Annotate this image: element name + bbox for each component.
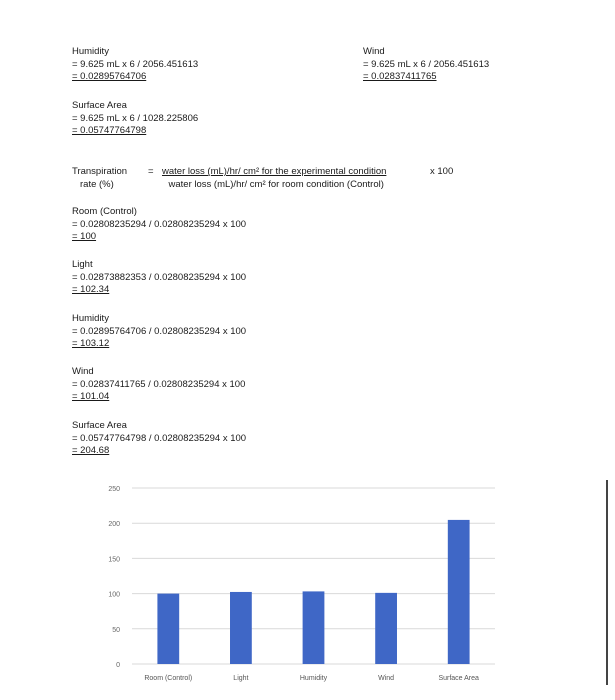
y-tick-label: 50 [112, 626, 120, 634]
formula-label [72, 166, 127, 191]
rate-light-result: = 102.34 [72, 284, 110, 295]
rate-light-title: Light [72, 259, 93, 270]
rate-room-block [72, 206, 246, 244]
wind-title: Wind [363, 46, 385, 57]
rate-humidity-calc: = 0.02895764706 / 0.02808235294 x 100 [72, 325, 247, 337]
y-tick-label: 150 [108, 556, 120, 564]
rate-light-block [72, 259, 246, 297]
x-tick-label: Light [233, 675, 249, 682]
rate-wind-calc: = 0.02837411765 / 0.02808235294 x 100 [72, 378, 246, 390]
rate-humidity-result: = 103.12 [72, 338, 110, 349]
bar [448, 520, 470, 664]
x-tick-label: Humidity [299, 675, 328, 682]
humidity-title: Humidity [72, 46, 109, 57]
scrollbar[interactable] [606, 480, 608, 685]
formula-label-line2: rate (%) [80, 178, 114, 190]
surface-area-calc-line: = 9.625 mL x 6 / 1028.225806 [72, 112, 199, 124]
y-tick-label: 100 [108, 591, 120, 599]
rate-room-title: Room (Control) [72, 206, 137, 217]
y-tick-label: 200 [108, 521, 120, 529]
rate-humidity-block [72, 313, 246, 351]
surface-area-result: = 0.05747764798 [72, 125, 147, 136]
rate-light-calc: = 0.02873882353 / 0.02808235294 x 100 [72, 271, 247, 283]
x-tick-label: Room (Control) [144, 675, 193, 682]
rate-room-result: = 100 [72, 231, 97, 242]
rate-wind-block [72, 366, 245, 404]
rate-wind-title: Wind [72, 366, 94, 377]
formula-equals: = [148, 166, 154, 177]
wind-calc-line: = 9.625 mL x 6 / 2056.451613 [363, 58, 490, 70]
rate-wind-result: = 101.04 [72, 391, 110, 402]
rate-surface-area-calc: = 0.05747764798 / 0.02808235294 x 100 [72, 432, 247, 444]
rate-room-calc: = 0.02808235294 / 0.02808235294 x 100 [72, 218, 247, 230]
bar [303, 591, 325, 664]
humidity-calc-line: = 9.625 mL x 6 / 2056.451613 [72, 58, 199, 70]
rate-surface-area-title: Surface Area [72, 420, 127, 431]
rate-surface-area-result: = 204.68 [72, 445, 110, 456]
wind-calc-block [363, 46, 489, 84]
rate-humidity-title: Humidity [72, 313, 109, 324]
surface-area-title: Surface Area [72, 100, 127, 111]
formula-label-line1: Transpiration [72, 166, 128, 177]
bar [375, 593, 397, 664]
surface-area-calc-block [72, 100, 198, 138]
bar [230, 592, 252, 664]
transpiration-bar-chart [100, 478, 500, 693]
formula-multiplier: x 100 [430, 166, 454, 177]
humidity-result: = 0.02895764706 [72, 71, 147, 82]
formula-fraction [162, 166, 386, 191]
rate-surface-area-block [72, 420, 246, 458]
x-tick-label: Wind [378, 675, 395, 682]
x-tick-label: Surface Area [438, 675, 479, 682]
formula-numerator: water loss (mL)/hr/ cm² for the experimental condition [162, 166, 387, 177]
bar [157, 594, 179, 664]
y-tick-label: 250 [108, 486, 120, 493]
humidity-calc-block [72, 46, 198, 84]
formula-denominator: water loss (mL)/hr/ cm² for room condition (Control) [168, 178, 384, 190]
wind-result: = 0.02837411765 [363, 71, 437, 82]
y-tick-label: 0 [116, 662, 120, 669]
chart-svg [100, 478, 500, 693]
